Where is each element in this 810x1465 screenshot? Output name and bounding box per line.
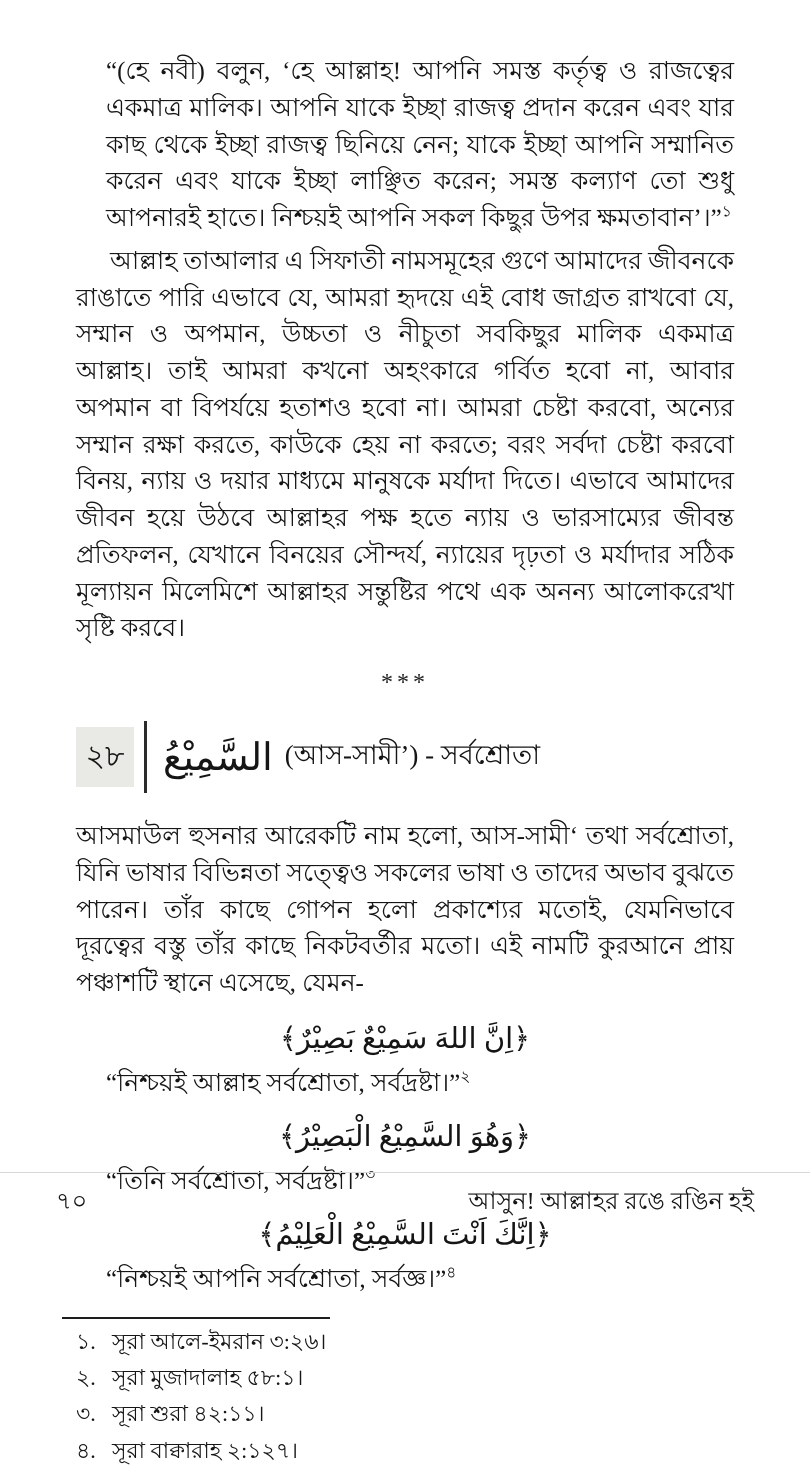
footnote-number: ১.	[76, 1328, 96, 1354]
footnote-ref-3: ৩	[365, 1166, 376, 1184]
verse-block	[76, 1021, 734, 1101]
page-footer	[0, 1172, 810, 1223]
footnote-ref-4: ৪	[446, 1264, 457, 1282]
footnote-item	[76, 1436, 734, 1465]
translation-text: “নিশ্চয়ই আল্লাহ সর্বশ্রোতা, সর্বদ্রষ্টা।”	[106, 1069, 461, 1097]
page-number: ৭০	[56, 1189, 88, 1215]
arabic-verse: ﴿اِنَّ اللهَ سَمِيْعٌ بَصِيْرٌ﴾	[279, 1022, 531, 1055]
footnote-number: ৪.	[76, 1437, 96, 1463]
intro-paragraph: আসমাউল হুসনার আরেকটি নাম হলো, আস-সামী‘ তথা সর্বশ্রোতা, যিনি ভাষার বিভিন্নতা সত্ত্বেও সকলের ভাষা ও তাদের অভাব বুঝতে পারেন। তাঁর কাছে গোপন হলো প্রকাশ্যের মতোই, যেমনিভাবে দূরত্বের বস্তু তাঁর কাছে নিকটবর্তীর মতো। এই নামটি কুরআনে প্রায় পঞ্চাশটি স্থানে এসেছে, যেমন-	[76, 823, 734, 997]
commentary-paragraph: আল্লাহ তাআলার এ সিফাতী নামসমূহের গুণে আমাদের জীবনকে রাঙাতে পারি এভাবে যে, আমরা হৃদয়ে এই বোধ জাগ্রত রাখবো যে, সম্মান ও অপমান, উচ্চতা ও নীচুতা সবকিছুর মালিক একমাত্র আল্লাহ। তাই আমরা কখনো অহংকারে গর্বিত হবো না, আবার অপমান বা বিপর্যয়ে হতাশও হবো না। আমরা চেষ্টা করবো, অন্যের সম্মান রক্ষা করতে, কাউকে হেয় না করতে; বরং সর্বদা চেষ্টা করবো বিনয়, ন্যায় ও দয়ার মাধ্যমে মানুষকে মর্যাদা দিতে। এভাবে আমাদের জীবন হয়ে উঠবে আল্লাহর পক্ষ হতে ন্যায় ও ভারসাম্যের জীবন্ত প্রতিফলন, যেখানে বিনয়ের সৌন্দর্য, ন্যায়ের দৃঢ়তা ও মর্যাদার সঠিক মূল্যায়ন মিলেমিশে আল্লাহর সন্তুষ্টির পথে এক অনন্য আলোকরেখা সৃষ্টি করবে।	[76, 247, 734, 643]
verse-translation	[106, 1066, 734, 1101]
section-heading	[76, 721, 734, 793]
opening-quote	[106, 54, 734, 238]
verse-block	[76, 1217, 734, 1297]
footnote-item	[76, 1363, 734, 1392]
running-book-title: আসুন! আল্লাহর রঙে রঙিন হই	[468, 1189, 754, 1215]
footnote-text: সূরা বাক্বারাহ ২:১২৭।	[112, 1437, 299, 1463]
arabic-verse: ﴿اِنَّكَ اَنْتَ السَّمِيْعُ الْعَلِيْمُ﴾	[258, 1218, 552, 1251]
footnote-number: ২.	[76, 1365, 96, 1390]
heading-divider	[144, 721, 147, 793]
section-separator: ***	[381, 670, 429, 696]
arabic-name-title: السَّمِيْعُ	[163, 736, 273, 779]
footnote-text: সূরা আলে-ইমরান ৩:২৬।	[112, 1328, 327, 1354]
arabic-verse: ﴿وَهُوَ السَّمِيْعُ الْبَصِيْرُ﴾	[278, 1120, 532, 1153]
footnote-item	[76, 1327, 734, 1356]
footnote-ref-2: ২	[460, 1068, 471, 1086]
translation-text: “তিনি সর্বশ্রোতা, সর্বদ্রষ্টা।”	[106, 1167, 366, 1195]
footnote-ref-1: ১	[721, 203, 732, 221]
footnote-number: ৩.	[76, 1401, 96, 1427]
section-title: (আস-সামী’) - সর্বশ্রোতা	[284, 739, 541, 770]
translation-text: “নিশ্চয়ই আপনি সর্বশ্রোতা, সর্বজ্ঞ।”	[106, 1265, 447, 1293]
footnote-item	[76, 1399, 734, 1428]
footnote-list	[76, 1327, 734, 1465]
section-number-badge: ২৮	[76, 727, 134, 787]
verse-translation	[106, 1262, 734, 1297]
footnote-separator-rule	[62, 1317, 330, 1319]
quote-text: “(হে নবী) বলুন, ‘হে আল্লাহ! আপনি সমস্ত কর্তৃত্ব ও রাজত্বের একমাত্র মালিক। আপনি যাকে ইচ্ছা রাজত্ব প্রদান করেন এবং যার কাছ থেকে ইচ্ছা রাজত্ব ছিনিয়ে নেন; যাকে ইচ্ছা আপনি সম্মানিত করেন এবং যাকে ইচ্ছা লাঞ্ছিত করেন; সমস্ত কল্যাণ তো শুধু আপনারই হাতে। নিশ্চয়ই আপনি সকল কিছুর উপর ক্ষমতাবান’।”	[106, 58, 734, 232]
footnote-text: সূরা শুরা ৪২:১১।	[112, 1401, 265, 1427]
footnote-text: সূরা মুজাদালাহ ৫৮:১।	[112, 1365, 304, 1390]
